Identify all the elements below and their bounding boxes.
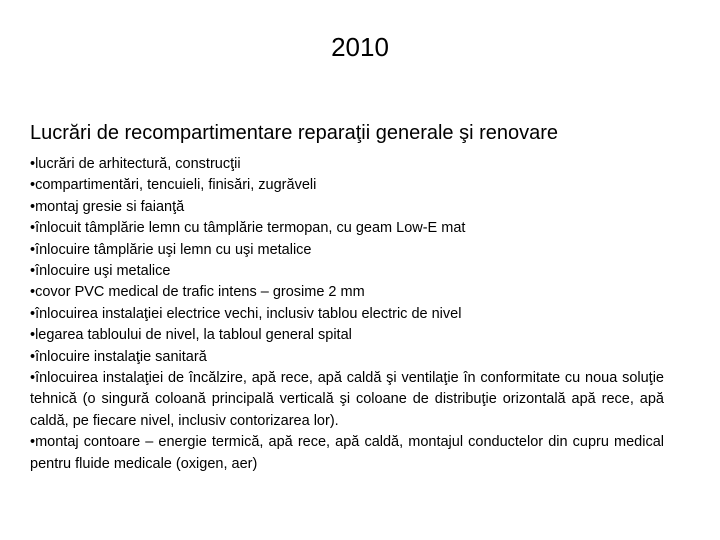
list-item-text: covor PVC medical de trafic intens – grosime 2 mm	[35, 284, 365, 301]
list-item	[30, 282, 664, 303]
section-heading: Lucrări de recompartimentare reparaţii generale şi renovare	[30, 122, 559, 144]
bullet-icon: •	[30, 284, 36, 301]
list-item-text: înlocuire tâmplărie uşi lemn cu uşi metalice	[35, 241, 312, 258]
list-item-text: montaj gresie si faianţă	[35, 198, 185, 215]
list-item-text: montaj contoare – energie termică, apă rece, apă caldă, montajul conductelor din cupru medical pentru fluide medicale (oxigen, aer)	[30, 434, 664, 472]
list-item-text: înlocuirea instalaţiei de încălzire, apă rece, apă caldă şi ventilaţie în conformitate cu noua soluţie tehnică (o singură coloană principală verticală şi coloane de distribuţie orizontală apă rece, apă caldă, pe fiecare nivel, inclusiv contorizarea lor).	[30, 370, 664, 429]
bullet-icon: •	[30, 327, 36, 344]
list-item-text: legarea tabloului de nivel, la tabloul general spital	[35, 327, 352, 344]
bullet-icon: •	[30, 348, 36, 365]
bullet-icon: •	[30, 434, 36, 451]
bullet-icon: •	[30, 241, 36, 258]
list-item	[30, 197, 664, 218]
list-item	[30, 368, 664, 432]
list-item	[30, 347, 664, 368]
list-item-text: înlocuit tâmplărie lemn cu tâmplărie termopan, cu geam Low-E mat	[35, 220, 466, 237]
slide-title: 2010	[331, 32, 389, 62]
bullet-icon: •	[30, 177, 36, 194]
list-item	[30, 261, 664, 282]
list-item	[30, 175, 664, 196]
bullet-icon: •	[30, 305, 36, 322]
bullet-icon: •	[30, 198, 36, 215]
bullet-icon: •	[30, 220, 36, 237]
list-item-text: compartimentări, tencuieli, finisări, zugrăveli	[35, 177, 317, 194]
bullet-icon: •	[30, 156, 36, 172]
list-item	[30, 304, 664, 325]
list-item-text: înlocuirea instalaţiei electrice vechi, inclusiv tablou electric de nivel	[35, 305, 462, 322]
bullet-icon: •	[30, 370, 36, 387]
list-item	[30, 154, 664, 175]
works-list	[30, 154, 664, 475]
list-item-text: înlocuire uşi metalice	[35, 263, 171, 280]
list-item	[30, 240, 664, 261]
list-item-text: înlocuire instalaţie sanitară	[35, 348, 207, 365]
list-item-text: lucrări de arhitectură, construcţii	[35, 156, 241, 172]
bullet-icon: •	[30, 263, 36, 280]
list-item	[30, 432, 664, 475]
list-item	[30, 325, 664, 346]
list-item	[30, 218, 664, 239]
